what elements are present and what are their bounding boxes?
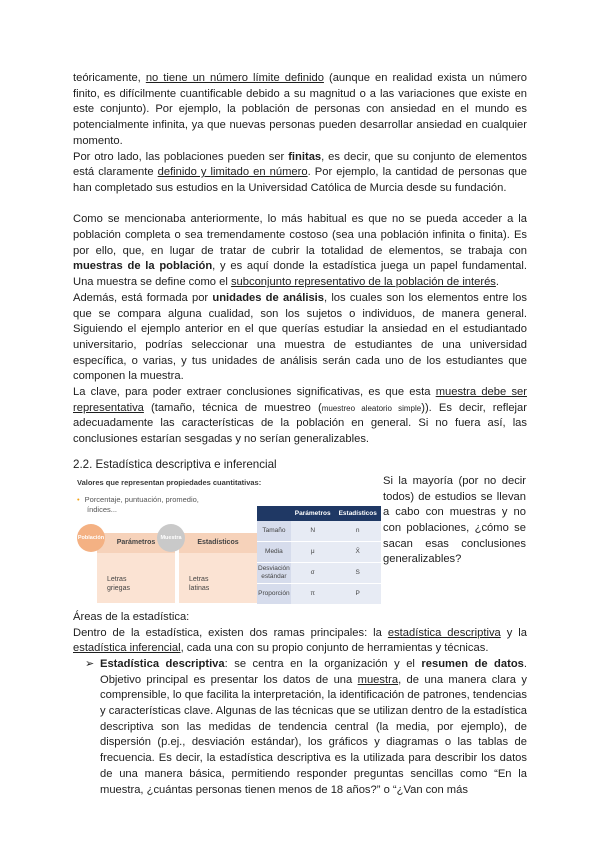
text-run: teóricamente, — [73, 72, 146, 84]
text-run: . — [495, 276, 500, 289]
table-cell: Desviación estándar — [257, 562, 291, 583]
table-header-cell: Estadísticos — [335, 506, 381, 521]
paragraph-representative-sample — [73, 385, 527, 448]
table-cell: P — [335, 583, 381, 604]
text-run: Dentro de la estadística, existen dos ramas principales: la — [73, 626, 388, 639]
text-run: , los cuales son los elementos entre los que se compara alguna cualidad, son los sujetos o individuos, de manera general. Siguiendo el ejemplo anterior en el que querías estudiar la ansiedad en el estudiantado universitario, podrías seleccionar una muestra de estudiantes de una universidad específica, o varias, y tus unidades de análisis serán cada uno de los estudiantes que componen la muestra. — [73, 291, 527, 383]
table-row — [257, 541, 381, 562]
card-subtitle-line: latinas — [189, 584, 210, 592]
text-run: . Objetivo principal es presentar los datos de una — [100, 657, 528, 686]
card-subtitle-line: griegas — [107, 584, 130, 592]
paragraph-samples — [73, 212, 527, 291]
figure-row — [73, 476, 527, 604]
table-cell: Media — [257, 541, 291, 562]
text-run: La clave, para poder extraer conclusiones significativas, es que esta — [73, 386, 436, 399]
underlined-text: no tiene un número límite definido — [145, 72, 324, 84]
underlined-text: muestra debe ser representativa — [73, 386, 527, 414]
section-heading: 2.2. Estadística descriptiva e inferencial — [73, 457, 277, 471]
areas-title: Áreas de la estadística: — [73, 610, 190, 623]
table-header-row — [257, 506, 381, 521]
bold-text: unidades de análisis — [212, 291, 324, 304]
card-subtitle-line: Letras — [189, 575, 209, 583]
figure-title: Valores que representan propiedades cuantitativas: — [77, 477, 262, 487]
paragraph-areas — [73, 626, 527, 657]
bold-text: muestras de la población — [73, 260, 213, 273]
parameters-statistics-figure — [73, 476, 377, 604]
table-row — [257, 583, 381, 604]
table-header-cell: Parámetros — [291, 506, 335, 521]
bullet-dot-icon: • — [77, 494, 80, 504]
text-run: , de una manera clara y comprensible, lo que facilita la interpretación, la identificación de patrones, tendencias y características clave. Algunas de las técnicas que se utilizan dentro de la estadística descriptiva son las medidas de tendencia central (la media, por ejemplo), de dispersión (p.ej., desviación estándar), los gráficos y diagramas o las tablas de frecuencia. Es decir, la estadística descriptiva es la utilizada para describir los datos de una manera básica, permitiendo responder preguntas sencillas como “En la muestra, ¿cuántas personas tienen menos de 18 años?” o “¿Van con más — [100, 673, 527, 796]
underlined-text: subconjunto representativo de la población de interés — [230, 276, 496, 289]
text-run: , cada una con su propio conjunto de herramientas y técnicas. — [180, 642, 489, 655]
paragraph-units-of-analysis — [73, 291, 527, 385]
side-question-text: Si la mayoría (por no decir todos) de estudios se llevan a cabo con muestras y no con poblaciones, ¿cómo se sacan esas conclusiones generalizables? — [383, 474, 526, 566]
text-run: . Por ejemplo, la cantidad de personas que han completado sus estudios en la Universidad Católica de Murcia desde su fundación. — [73, 166, 527, 194]
underlined-text: muestra — [357, 673, 399, 686]
paragraph-infinite-population — [73, 71, 527, 150]
text-run: : se centra en la organización y el — [224, 657, 422, 670]
figure-bullet-line: índices... — [87, 504, 118, 514]
text-run: Además, está formada por — [73, 291, 213, 304]
figure-bullet-line: Porcentaje, puntuación, promedio, — [84, 494, 199, 504]
parameters-table — [257, 506, 381, 605]
card-subtitle — [189, 575, 209, 593]
list-item-descriptive — [85, 657, 527, 798]
text-run: Por otro lado, las poblaciones pueden ser — [73, 150, 289, 163]
bold-text: resumen de datos — [421, 657, 524, 670]
arrow-bullet-icon: ➢ — [85, 657, 95, 670]
bold-text: Estadística descriptiva — [100, 657, 225, 670]
bold-text: finitas — [288, 150, 322, 163]
table-cell: Tamaño — [257, 521, 291, 542]
card-heading: Estadísticos — [179, 533, 257, 553]
paragraph-finite-population — [73, 150, 527, 197]
card-heading: Parámetros — [97, 533, 175, 553]
text-run: y la — [500, 626, 527, 639]
figure-bullet — [77, 495, 199, 515]
table-cell: σ — [291, 562, 335, 583]
card-subtitle-line: Letras — [107, 575, 127, 583]
table-cell: Proporción — [257, 583, 291, 604]
sample-circle: Muestra — [157, 524, 185, 552]
table-header-cell — [257, 506, 291, 521]
underlined-text: definido y limitado en número — [157, 166, 308, 179]
text-run: , y es aquí donde la estadística juega un papel fundamental. Una muestra se define como el — [73, 260, 527, 289]
areas-list — [73, 657, 527, 798]
text-run: (aunque en realidad exista un número finito, es difícilmente cuantificable debido a su magnitud o a las variaciones que existe en este conjunto). Por ejemplo, la población de personas con ansiedad en el mundo es potencialmente infinita, ya que nuevas personas pueden desarrollar ansiedad en cualquier momento. — [73, 72, 527, 147]
text-run: )). Es decir, reflejar adecuadamente las características de la población en general. Si no fuera así, las conclusiones estarían sesgadas y no serían generalizables. — [73, 401, 527, 446]
table-cell: μ — [291, 541, 335, 562]
table-cell: X̄ — [335, 541, 381, 562]
population-circle: Población — [77, 524, 105, 552]
table-cell: n — [335, 521, 381, 542]
text-run: (tamaño, técnica de muestreo ( — [143, 401, 322, 414]
table-cell: S — [335, 562, 381, 583]
statistics-card — [179, 533, 257, 603]
card-subtitle — [107, 575, 130, 593]
underlined-text: estadística inferencial — [73, 642, 181, 655]
spacer — [73, 197, 527, 213]
table-cell: N — [291, 521, 335, 542]
table-row — [257, 521, 381, 542]
text-run: Como se mencionaba anteriormente, lo más habitual es que no se pueda acceder a la población completa o sea tremendamente costoso (sea una población infinita o finita). Es por ello, que, en lugar de tratar de cubrir la totalidad de elementos, se trabaja con — [73, 213, 527, 257]
table-cell: π — [291, 583, 335, 604]
underlined-text: estadística descriptiva — [387, 626, 501, 639]
table-row — [257, 562, 381, 583]
text-run: , es decir, que su conjunto de elementos está claramente — [73, 150, 527, 179]
small-text: muestreo aleatorio simple — [321, 403, 422, 413]
